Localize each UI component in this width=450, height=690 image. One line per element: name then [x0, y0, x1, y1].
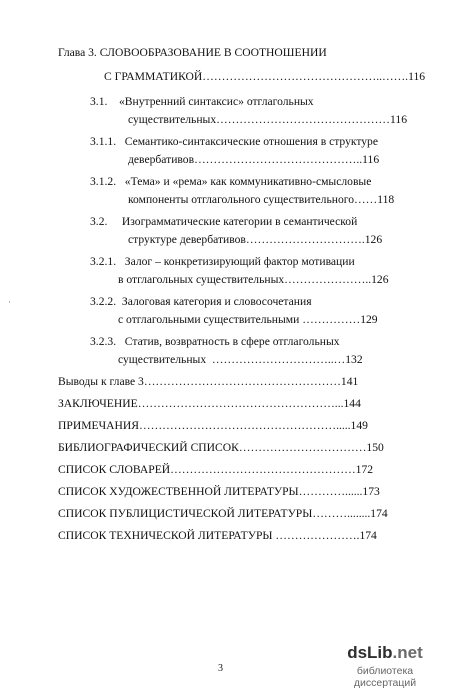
- toc-line-3-2-cont: структуре девербативов………………………….126: [128, 233, 383, 246]
- toc-line-3-2-1: 3.2.1. Залог – конкретизирующий фактор мотивации: [90, 255, 355, 268]
- dslib-tagline: библиотека диссертаций: [353, 665, 417, 689]
- toc-line-3-2-3: 3.2.3. Статив, возвратность в сфере отглагольных: [90, 335, 340, 348]
- toc-line-bibliography: БИБЛИОГРАФИЧЕСКИЙ СПИСОК……………………………150: [58, 441, 384, 454]
- toc-line-chapter-3-cont: С ГРАММАТИКОЙ………………………………………..…….116: [104, 70, 426, 83]
- toc-line-3-2-2-cont: с отглагольными существительными ……………129: [118, 313, 378, 326]
- dslib-watermark[interactable]: [326, 643, 444, 689]
- toc-line-publicistic: СПИСОК ПУБЛИЦИСТИЧЕСКОЙ ЛИТЕРАТУРЫ………........174: [58, 507, 388, 520]
- scan-artifact-dot: ·: [8, 297, 11, 307]
- toc-line-dictionaries: СПИСОК СЛОВАРЕЙ…………………………………………172: [58, 463, 374, 476]
- toc-line-3-1-2: 3.1.2. «Тема» и «рема» как коммуникативно-смысловые: [90, 175, 372, 188]
- dslib-logo: [326, 643, 444, 663]
- page-number: 3: [218, 663, 223, 674]
- toc-line-3-2-3-cont: существительных …………………………..…132: [118, 353, 363, 366]
- toc-line-fiction: СПИСОК ХУДОЖЕСТВЕННОЙ ЛИТЕРАТУРЫ…………......173: [58, 485, 380, 498]
- toc-line-3-1-cont: существительных………………………………………116: [128, 113, 407, 126]
- toc-line-3-2-1-cont: в отглагольных существительных…………………..126: [118, 273, 389, 286]
- logo-lib: Lib: [367, 643, 393, 662]
- toc-line-3-2: 3.2. Изограмматические категории в семантической: [90, 215, 358, 228]
- toc-line-conclusions-chapter-3: Выводы к главе 3……………………………………………141: [58, 375, 359, 388]
- toc-line-3-2-2: 3.2.2. Залоговая категория и словосочетания: [90, 295, 312, 308]
- logo-ds: ds: [347, 643, 368, 662]
- toc-line-3-1-1: 3.1.1. Семантико-синтаксические отношения в структуре: [90, 135, 379, 148]
- toc-line-3-1: 3.1. «Внутренний синтаксис» отглагольных: [90, 95, 314, 108]
- toc-line-notes: ПРИМЕЧАНИЯ…………………………………………….....149: [58, 419, 368, 432]
- logo-net: .net: [392, 643, 423, 662]
- toc-line-3-1-1-cont: девербативов……………………………………..116: [128, 153, 380, 166]
- toc-line-technical: СПИСОК ТЕХНИЧЕСКОЙ ЛИТЕРАТУРЫ ………………….174: [58, 529, 377, 542]
- toc-line-chapter-3: Глава 3. СЛОВООБРАЗОВАНИЕ В СООТНОШЕНИИ: [58, 46, 327, 59]
- toc-line-3-1-2-cont: компоненты отглагольного существительного……118: [128, 193, 395, 206]
- toc-line-conclusion: ЗАКЛЮЧЕНИЕ……………………………………………...144: [58, 397, 361, 410]
